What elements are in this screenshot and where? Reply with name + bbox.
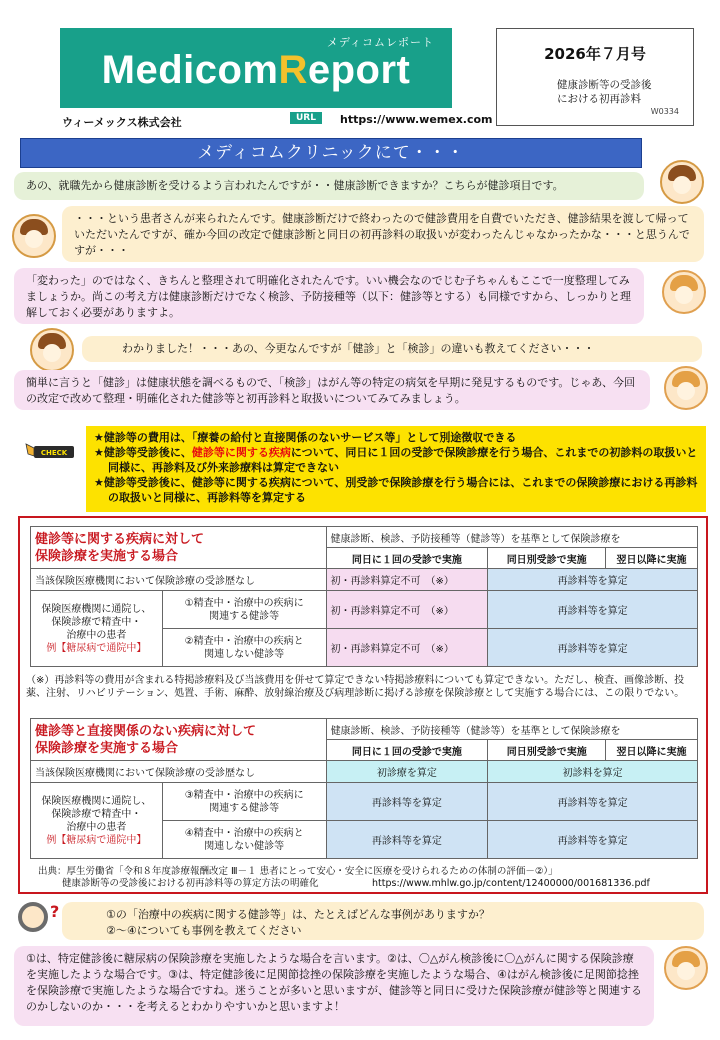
nurse-avatar-icon-3 xyxy=(664,946,708,990)
table2-col-same-visit: 同日に１回の受診で実施 xyxy=(326,740,488,761)
patient-bubble: あの、就職先から健康診断を受けるよう言われたんですが・・健康診断できますか？こちらが健診項目です。 xyxy=(14,172,644,200)
clerk-bubble-1: ・・・という患者さんが来られたんです。健康診断だけで終わったので健診費用を自費でいただき、健診結果を渡して帰っていただいたんですが、確か今回の改定で健康診断と同日の初再診料の取扱いが変わったんじゃなかったかな・・・と思うんですが・・・ xyxy=(62,206,704,262)
table2-side-line2: 保険診療で精査中・ xyxy=(51,808,142,820)
table2-row-unrelated-line2: 関連しない健診等 xyxy=(204,840,285,852)
patient-avatar-icon xyxy=(660,160,704,204)
table1-cell-no-history-same: 初・再診料算定不可 （※） xyxy=(326,569,488,591)
table2-side-example: 例【糖尿病で通院中】 xyxy=(46,834,147,846)
table1-side-line2: 保険診療で精査中・ xyxy=(51,616,142,628)
logo-title-r: R xyxy=(278,48,308,92)
table2-side-line3: 治療中の患者 xyxy=(66,821,127,833)
company-url[interactable]: https://www.wemex.com xyxy=(340,113,493,126)
logo xyxy=(60,28,452,108)
source-line2: 健康診断等の受診後における初再診料等の算定方法の明確化 xyxy=(62,878,319,889)
table1-title xyxy=(31,527,327,569)
table1-cell-related-same: 初・再診料算定不可 （※） xyxy=(326,591,488,629)
table1-cell-unrelated-same: 初・再診料算定不可 （※） xyxy=(326,629,488,667)
table1-col-same-visit: 同日に１回の受診で実施 xyxy=(326,548,488,569)
table1-cell-no-history-other: 再診料等を算定 xyxy=(488,569,698,591)
table2-title-line2: 保険診療を実施する場合 xyxy=(35,740,179,756)
table1-side-example: 例【糖尿病で通院中】 xyxy=(46,642,147,654)
check-point-1: ★健診等の費用は、「療養の給付と直接関係のないサービス等」として別途徴収できる xyxy=(94,431,517,444)
logo-title-b: eport xyxy=(307,48,411,92)
check-point-2-highlight: 健診等に関する疾病 xyxy=(191,446,291,459)
table1-title-line2: 保険診療を実施する場合 xyxy=(35,548,179,564)
table2-side-line1: 保険医療機関に通院し、 xyxy=(41,795,152,807)
company-name: ウィーメックス株式会社 xyxy=(62,116,182,129)
question-line1: ①の「治療中の疾病に関する健診等」は、たとえばどんな事例がありますか？ xyxy=(106,908,490,921)
table1-row-no-history: 当該保険医療機関において保険診療の受診歴なし xyxy=(31,569,327,591)
clerk-bubble-2: わかりました！・・・あの、今更なんですが「健診」と「検診」の違いも教えてください・・・ xyxy=(82,336,702,362)
table1-patient-under-treatment xyxy=(31,591,163,667)
doctor-bubble-2: 簡単に言うと「健診」は健康状態を調べるもので、「検診」はがん等の特定の病気を早期に発見するものです。じゃあ、今回の改定で改めて整理・明確化された健診等と初再診料と取扱いについてみてみましょう。 xyxy=(14,370,650,410)
table2-cell-no-history-other: 初診料を算定 xyxy=(488,761,698,783)
source-citation xyxy=(38,866,650,890)
clerk-question-bubble xyxy=(62,902,704,940)
table-unrelated-disease xyxy=(30,718,698,859)
table1-row-related-line2: 関連する健診等 xyxy=(209,610,280,622)
clinic-banner: メディコムクリニックにて・・・ xyxy=(20,138,642,168)
table1-cell-related-other: 再診料等を算定 xyxy=(488,591,698,629)
table2-col-separate-visit: 同日別受診で実施 xyxy=(488,740,606,761)
table2-row-related-line2: 関連する健診等 xyxy=(209,802,280,814)
nurse-avatar-icon-2 xyxy=(664,366,708,410)
logo-title-a: Medicom xyxy=(101,48,279,92)
footnote: （※）再診料等の費用が含まれる特掲診療料及び当該費用を併せて算定できない特掲診療料についても算定できない。ただし、検査、画像診断、投薬、注射、リハビリテーション、処置、手術、麻酔、放射線治療及び病理診断に掲げる診療を保険診療として実施する場合には、この限りでない。 xyxy=(26,675,685,699)
table2-cell-related-other: 再診料等を算定 xyxy=(488,783,698,821)
question-mark-icon: ? xyxy=(50,902,60,921)
table-related-disease xyxy=(30,526,698,667)
logo-title xyxy=(60,48,452,93)
issue-topic-line2: における初再診料 xyxy=(557,93,641,105)
table2-row-related xyxy=(162,783,326,821)
table1-col-next-day: 翌日以降に実施 xyxy=(606,548,698,569)
svg-text:CHECK: CHECK xyxy=(40,449,68,457)
magnifier-icon xyxy=(18,902,48,932)
table2-cell-unrelated-other: 再診料等を算定 xyxy=(488,821,698,859)
table1-cell-unrelated-other: 再診料等を算定 xyxy=(488,629,698,667)
table1-col-separate-visit: 同日別受診で実施 xyxy=(488,548,606,569)
table2-row-unrelated xyxy=(162,821,326,859)
issue-date: 2026年７月号 xyxy=(544,45,646,63)
check-point-2 xyxy=(94,445,698,475)
table1-row-unrelated-line1: ②精査中・治療中の疾病と xyxy=(184,635,304,647)
check-point-3: ★健診等受診後に、健診等に関する疾病について、別受診で保険診療を行う場合には、これまでの保険診療における再診料の取扱いと同様に、再診料等を算定する xyxy=(94,476,698,504)
table1-title-line1: 健診等に関する疾病に対して xyxy=(35,531,205,547)
issue-code: W0334 xyxy=(650,107,679,116)
url-badge: URL xyxy=(290,112,322,124)
doctor-answer-bubble: ①は、特定健診後に糖尿病の保険診療を実施したような場合を言います。②は、〇△がん検診後に〇△がんに関する保険診療を実施したような場合です。③は、特定健診後に足関節捻挫の保険診療を実施したような場合、④はがん検診後に足関節捻挫を保険診療で実施したような場合ですね。迷うことが多いと思いますが、健診等と同日に受けた保険診療が健診等と関連するのかしないのか・・・を考えるとわかりやすいかと思いますよ！ xyxy=(14,946,654,1026)
table1-row-related xyxy=(162,591,326,629)
table1-row-unrelated-line2: 関連しない健診等 xyxy=(204,648,285,660)
source-line1: 出典：厚生労働省「令和８年度診療報酬改定 Ⅲ－１ 患者にとって安心・安全に医療を受けられるための体制の評価－②）」 xyxy=(38,866,558,877)
doctor-bubble-1: 「変わった」のではなく、きちんと整理されて明確化されたんです。いい機会なのでじむ子ちゃんもここで一度整理してみましょうか。尚この考え方は健康診断だけでなく検診、予防接種等（以下：健診等とする）も同様ですから、しっかりと理解しておく必要がありますよ。 xyxy=(14,268,644,324)
table2-cell-no-history-same: 初診療を算定 xyxy=(326,761,488,783)
table2-basis: 健康診断、検診、予防接種等（健診等）を基準として保険診療を xyxy=(326,719,697,740)
question-line2: ②～④についても事例を教えてください xyxy=(106,924,302,937)
table2-row-related-line1: ③精査中・治療中の疾病に xyxy=(184,789,304,801)
check-point-2b: について、同日に１回の受診で保険診療を行う場合、これまでの初診料の取扱いと同様に、再診料及び外来診療料は算定できない xyxy=(108,446,698,474)
logo-subtitle: メディコムレポート xyxy=(326,36,434,49)
table1-side-line1: 保険医療機関に通院し、 xyxy=(41,603,152,615)
table2-row-unrelated-line1: ④精査中・治療中の疾病と xyxy=(184,827,304,839)
table2-patient-under-treatment xyxy=(31,783,163,859)
source-url[interactable]: https://www.mhlw.go.jp/content/12400000/001681336.pdf xyxy=(372,878,650,889)
table1-row-unrelated xyxy=(162,629,326,667)
issue-box xyxy=(496,28,694,126)
check-point-2a: ★健診等受診後に、 xyxy=(94,446,192,459)
table1-side-line3: 治療中の患者 xyxy=(66,629,127,641)
check-hand-icon xyxy=(24,440,76,462)
nurse-avatar-icon xyxy=(662,270,706,314)
table2-cell-unrelated-same: 再診料等を算定 xyxy=(326,821,488,859)
table1-row-related-line1: ①精査中・治療中の疾病に xyxy=(184,597,304,609)
table1-basis: 健康診断、検診、予防接種等（健診等）を基準として保険診療を xyxy=(326,527,697,548)
table2-title xyxy=(31,719,327,761)
table2-cell-related-same: 再診料等を算定 xyxy=(326,783,488,821)
issue-topic-line1: 健康診断等の受診後 xyxy=(557,79,652,91)
table2-col-next-day: 翌日以降に実施 xyxy=(606,740,698,761)
table2-row-no-history: 当該保険医療機関において保険診療の受診歴なし xyxy=(31,761,327,783)
table2-title-line1: 健診等と直接関係のない疾病に対して xyxy=(35,723,257,739)
clerk-avatar-icon-2 xyxy=(30,328,74,372)
clerk-avatar-icon xyxy=(12,214,56,258)
check-summary xyxy=(86,426,706,512)
